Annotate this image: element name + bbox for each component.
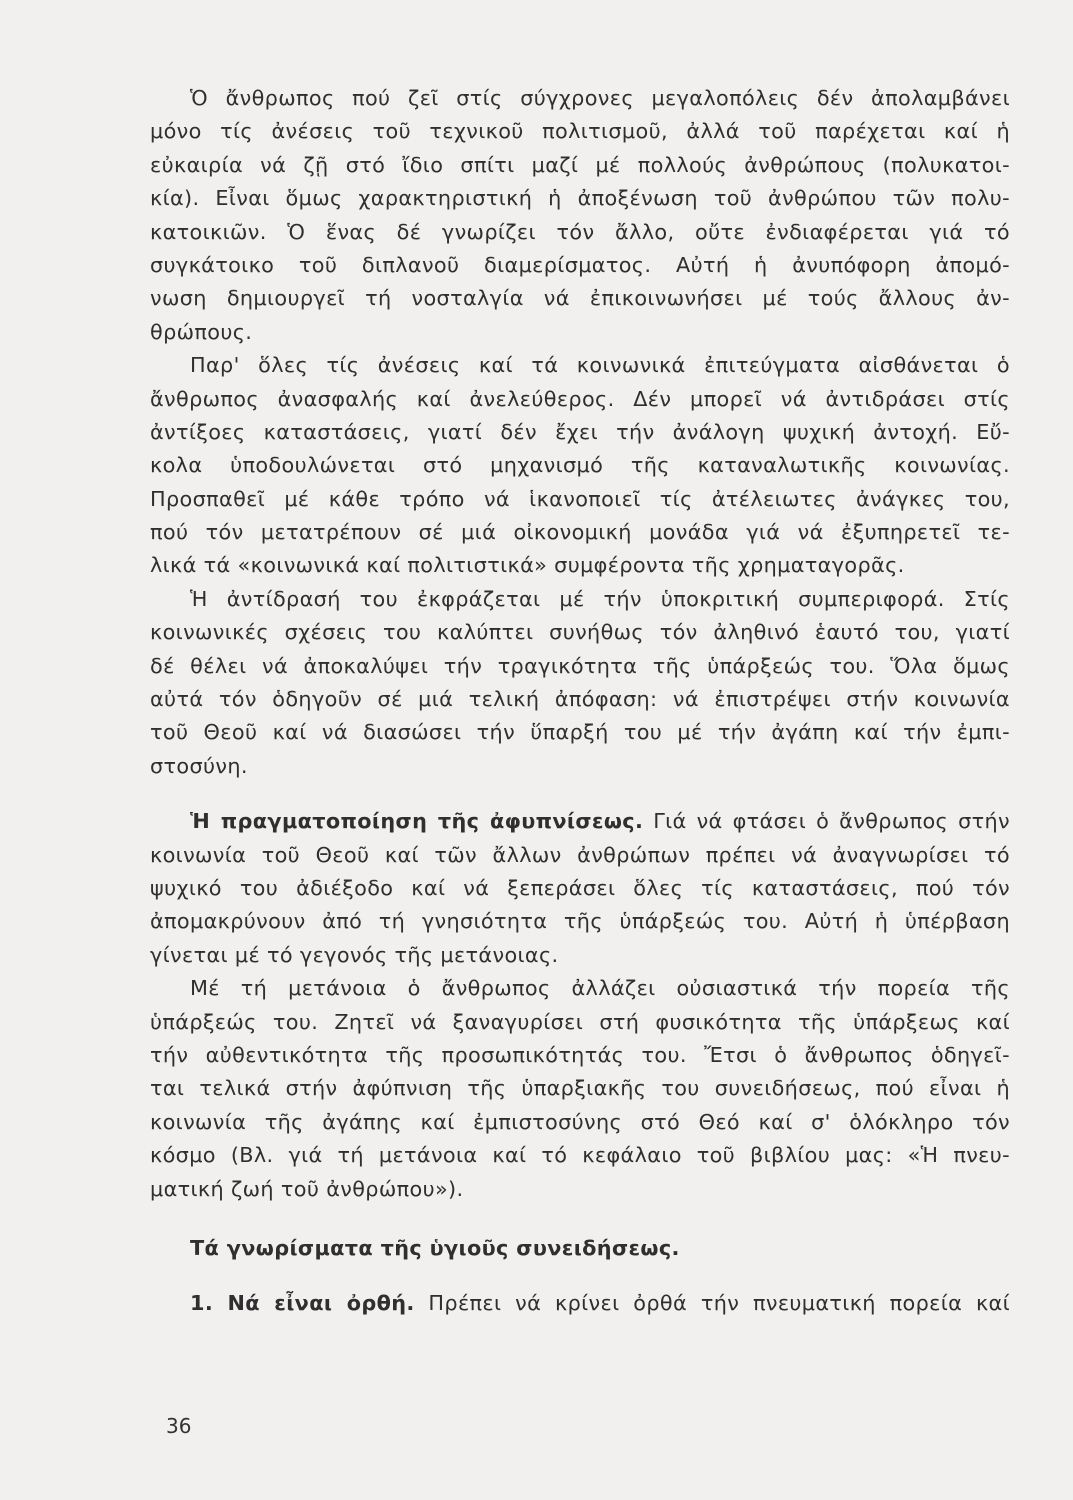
text-line: ὑπάρξεώς του. Ζητεῖ νά ξαναγυρίσει στή φυσικότητα τῆς ὑπάρξεως καί: [150, 1009, 1010, 1034]
text-line: κατοικιῶν. Ὁ ἕνας δέ γνωρίζει τόν ἄλλο, οὔτε ἐνδιαφέρεται γιά τό: [150, 219, 1010, 244]
text-line: γίνεται μέ τό γεγονός τῆς μετάνοιας.: [150, 942, 559, 967]
paragraph-gap: [150, 783, 1010, 805]
paragraph-awakening: [150, 805, 1010, 972]
text-line: Προσπαθεῖ μέ κάθε τρόπο νά ἱκανοποιεῖ τίς ἀτέλειωτες ἀνάγκες του,: [150, 486, 1010, 511]
text-line: εὐκαιρία νά ζῇ στό ἴδιο σπίτι μαζί μέ πολλούς ἀνθρώπους (πολυκατοι-: [150, 152, 1010, 177]
text-line: κοινωνικές σχέσεις του καλύπτει συνήθως τόν ἀληθινό ἑαυτό του, γιατί: [150, 620, 1010, 645]
text-line: ἀντίξοες καταστάσεις, γιατί δέν ἔχει τήν ἀνάλογη ψυχική ἀντοχή. Εὔ-: [150, 419, 1010, 444]
text-line: κοινωνία τῆς ἀγάπης καί ἐμπιστοσύνης στό Θεό καί σ' ὁλόκληρο τόν: [150, 1109, 1010, 1134]
page-text: [150, 82, 1010, 1321]
list-item-label: 1. Νά εἶναι ὀρθή.: [190, 1291, 415, 1316]
paragraph-3: [150, 583, 1010, 783]
text-line: νωση δημιουργεῖ τή νοσταλγία νά ἐπικοινωνήσει μέ τούς ἄλλους ἀν-: [150, 286, 1010, 311]
text-line: ψυχικό του ἀδιέξοδο καί νά ξεπεράσει ὅλες τίς καταστάσεις, πού τόν: [150, 875, 1010, 900]
text-line: πού τόν μετατρέπουν σέ μιά οἰκονομική μονάδα γιά νά ἐξυπηρετεῖ τε-: [150, 520, 1010, 545]
text-line: [150, 805, 1010, 838]
text-line: στοσύνη.: [150, 753, 248, 778]
text-line: κοινωνία τοῦ Θεοῦ καί τῶν ἄλλων ἀνθρώπων πρέπει νά ἀναγνωρίσει τό: [150, 842, 1010, 867]
text-line: κία). Εἶναι ὅμως χαρακτηριστική ἡ ἀποξένωση τοῦ ἀνθρώπου τῶν πολυ-: [150, 186, 1010, 211]
text-line: αὐτά τόν ὁδηγοῦν σέ μιά τελική ἀπόφαση: νά ἐπιστρέψει στήν κοινωνία: [150, 687, 1010, 712]
list-item: [150, 1287, 1010, 1320]
list-item-text: Πρέπει νά κρίνει ὀρθά τήν πνευματική πορεία καί: [414, 1291, 1010, 1316]
text-line: Μέ τή μετάνοια ὁ ἄνθρωπος ἀλλάζει οὐσιαστικά τήν πορεία τῆς: [190, 976, 1010, 1001]
text-line: ἄνθρωπος ἀνασφαλής καί ἀνελεύθερος. Δέν μπορεῖ νά ἀντιδράσει στίς: [150, 386, 1010, 411]
paragraph-2: [150, 349, 1010, 583]
text-line: δέ θέλει νά ἀποκαλύψει τήν τραγικότητα τῆς ὑπάρξεώς του. Ὅλα ὅμως: [150, 653, 1010, 678]
inline-text: Γιά νά φτάσει ὁ ἄνθρωπος στήν: [643, 809, 1010, 834]
text-line: μόνο τίς ἀνέσεις τοῦ τεχνικοῦ πολιτισμοῦ, ἀλλά τοῦ παρέχεται καί ἡ: [150, 119, 1010, 144]
page-number: 36: [166, 1414, 192, 1438]
text-line: τοῦ Θεοῦ καί νά διασώσει τήν ὕπαρξή του μέ τήν ἀγάπη καί τήν ἐμπι-: [150, 720, 1010, 745]
text-line: Ὁ ἄνθρωπος πού ζεῖ στίς σύγχρονες μεγαλοπόλεις δέν ἀπολαμβάνει: [190, 86, 1010, 110]
text-line: τήν αὐθεντικότητα τῆς προσωπικότητάς του. Ἔτσι ὁ ἄνθρωπος ὁδηγεῖ-: [150, 1042, 1010, 1067]
text-line: ται τελικά στήν ἀφύπνιση τῆς ὑπαρξιακῆς του συνειδήσεως, πού εἶναι ἡ: [150, 1076, 1010, 1101]
text-line: ἀπομακρύνουν ἀπό τή γνησιότητα τῆς ὑπάρξεώς του. Αὐτή ἡ ὑπέρβαση: [150, 909, 1010, 934]
text-line: θρώπους.: [150, 319, 253, 344]
paragraph-5: [150, 972, 1010, 1206]
text-line: ματική ζωή τοῦ ἀνθρώπου»).: [150, 1176, 464, 1201]
inline-heading: Ἡ πραγματοποίηση τῆς ἀφυπνίσεως.: [190, 809, 644, 834]
paragraph-1: [150, 82, 1010, 349]
text-line: κόσμο (Βλ. γιά τή μετάνοια καί τό κεφάλαιο τοῦ βιβλίου μας: «Ἡ πνευ-: [150, 1143, 1010, 1168]
paragraph-gap: [150, 1206, 1010, 1232]
text-line: λικά τά «κοινωνικά καί πολιτιστικά» συμφέροντα τῆς χρηματαγορᾶς.: [150, 553, 905, 578]
text-line: Ἡ ἀντίδρασή του ἐκφράζεται μέ τήν ὑποκριτική συμπεριφορά. Στίς: [190, 586, 1010, 611]
text-line: Παρ' ὅλες τίς ἀνέσεις καί τά κοινωνικά ἐπιτεύγματα αἰσθάνεται ὁ: [190, 353, 1010, 378]
paragraph-gap: [150, 1265, 1010, 1287]
text-line: συγκάτοικο τοῦ διπλανοῦ διαμερίσματος. Αὐτή ἡ ἀνυπόφορη ἀπομό-: [150, 252, 1010, 277]
section-title: Τά γνωρίσματα τῆς ὑγιοῦς συνειδήσεως.: [190, 1235, 680, 1260]
text-line: κολα ὑποδουλώνεται στό μηχανισμό τῆς καταναλωτικῆς κοινωνίας.: [150, 453, 1010, 478]
